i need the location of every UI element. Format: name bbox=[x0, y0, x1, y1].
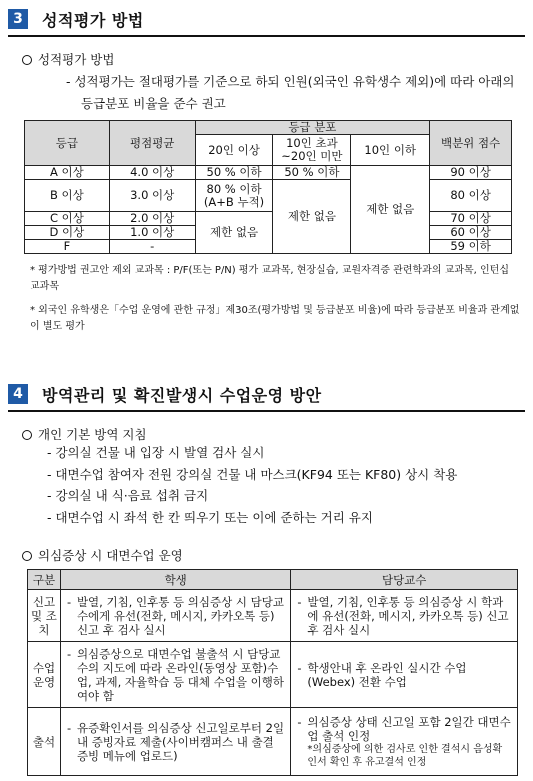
gpa-cell: 3.0 이상 bbox=[109, 180, 195, 212]
professor-note: *의심증상에 의한 검사로 인한 결석시 음성확인서 확인 후 유고결석 인정 bbox=[307, 743, 503, 768]
footnote-1: * 평가방법 권고안 제외 교과목 : P/F(또는 P/N) 평가 교과목, 현장실습, 교원자격증 관련학과의 교과목, 인턴십 교과목 bbox=[30, 265, 509, 292]
professor-cell: - 의심증상 상태 신고일 포함 2일간 대면수업 출석 인정 *의심증상에 의한 검사로 인한 결석시 음성확인서 확인 후 유고결석 인정 bbox=[291, 708, 518, 776]
gpa-cell: 4.0 이상 bbox=[109, 166, 195, 180]
section4-bullet1: 개인 기본 방역 지침 bbox=[22, 426, 147, 443]
header-student: 학생 bbox=[60, 570, 290, 590]
header-gpa: 평점평균 bbox=[109, 121, 195, 166]
student-cell: - 발열, 기침, 인후통 등 의심증상 시 담당교수에게 유선(전화, 메시지, 카카오톡 등)신고 후 검사 실시 bbox=[60, 590, 290, 642]
grade-distribution-table bbox=[24, 120, 512, 254]
list-item: - 강의실 건물 내 입장 시 발열 검사 실시 bbox=[47, 445, 265, 460]
footnote-2: * 외국인 유학생은「수업 운영에 관한 규정」제30조(평가방법 및 등급분포 비율)에 따라 등급분포 비율과 관계없이 별도 평가 bbox=[30, 305, 520, 332]
section4-title: 방역관리 및 확진발생시 수업운영 방안 bbox=[42, 385, 322, 405]
pct-cell: 59 이하 bbox=[430, 240, 512, 254]
header-10-to-20: 10인 초과 ~20인 미만 bbox=[273, 135, 351, 166]
professor-cell: - 학생안내 후 온라인 실시간 수업(Webex) 전환 수업 bbox=[291, 642, 518, 708]
section4-bullet2: 의심증상 시 대면수업 운영 bbox=[22, 547, 183, 564]
gpa-cell: - bbox=[109, 240, 195, 254]
header-10-down: 10인 이하 bbox=[351, 135, 430, 166]
section4-header bbox=[8, 381, 322, 407]
section3-divider bbox=[8, 35, 525, 37]
header-percentile: 백분위 점수 bbox=[430, 121, 512, 166]
grade-cell: A 이상 bbox=[25, 166, 110, 180]
header-professor: 담당교수 bbox=[291, 570, 518, 590]
header-20-up: 20인 이상 bbox=[195, 135, 273, 166]
list-item: - 대면수업 참여자 전원 강의실 건물 내 마스크(KF94 또는 KF80) 상시 착용 bbox=[47, 467, 458, 482]
header-grade: 등급 bbox=[25, 121, 110, 166]
table-row bbox=[25, 180, 512, 212]
dist20-cell: 80 % 이하 (A+B 누적) bbox=[195, 180, 273, 212]
gpa-cell: 2.0 이상 bbox=[109, 212, 195, 226]
dist10-cell: 50 % 이하 bbox=[273, 166, 351, 180]
list-item: - 대면수업 시 좌석 한 칸 띄우기 또는 이에 준하는 거리 유지 bbox=[47, 510, 373, 525]
row-label: 출석 bbox=[28, 708, 61, 776]
circle-bullet-icon bbox=[22, 55, 32, 65]
grade-cell: C 이상 bbox=[25, 212, 110, 226]
row-label: 수업 운영 bbox=[28, 642, 61, 708]
pct-cell: 80 이상 bbox=[430, 180, 512, 212]
section3-header bbox=[8, 6, 144, 32]
grade-cell: B 이상 bbox=[25, 180, 110, 212]
header-distribution: 등급 분포 bbox=[195, 121, 430, 135]
table-row bbox=[25, 166, 512, 180]
header-type: 구분 bbox=[28, 570, 61, 590]
gpa-cell: 1.0 이상 bbox=[109, 226, 195, 240]
table-row bbox=[25, 212, 512, 226]
table-row bbox=[28, 642, 518, 708]
grade-cell: F bbox=[25, 240, 110, 254]
pct-cell: 70 이상 bbox=[430, 212, 512, 226]
no-limit-cell: 제한 없음 bbox=[351, 166, 430, 254]
row-label: 신고 및 조치 bbox=[28, 590, 61, 642]
section3-desc-line2: 등급분포 비율을 준수 권고 bbox=[81, 96, 226, 111]
grade-cell: D 이상 bbox=[25, 226, 110, 240]
circle-bullet-icon bbox=[22, 551, 32, 561]
section3-bullet: 성적평가 방법 bbox=[22, 51, 114, 68]
section3-desc-line1: - 성적평가는 절대평가를 기준으로 하되 인원(외국인 유학생수 제외)에 따라 아래의 bbox=[66, 74, 515, 89]
no-limit-cell: 제한 없음 bbox=[195, 212, 273, 254]
section4-number: 4 bbox=[8, 384, 28, 404]
circle-bullet-icon bbox=[22, 430, 32, 440]
section3-title: 성적평가 방법 bbox=[42, 10, 144, 30]
student-cell: - 유증확인서를 의심증상 신고일로부터 2일 내 증빙자료 제출(사이버캠퍼스 내 출결증빙 메뉴에 업로드) bbox=[60, 708, 290, 776]
symptom-response-table bbox=[27, 569, 518, 776]
no-limit-cell: 제한 없음 bbox=[273, 180, 351, 254]
table-row bbox=[28, 590, 518, 642]
professor-cell: - 발열, 기침, 인후통 등 의심증상 시 학과에 유선(전화, 메시지, 카카오톡 등) 신고 후 검사 실시 bbox=[291, 590, 518, 642]
table-row bbox=[28, 708, 518, 776]
section4-divider bbox=[8, 410, 525, 412]
student-cell: - 의심증상으로 대면수업 불출석 시 담당교수의 지도에 따라 온라인(동영상 포함)수업, 과제, 자율학습 등 대체 수업을 이행하여야 함 bbox=[60, 642, 290, 708]
list-item: - 강의실 내 식·음료 섭취 금지 bbox=[47, 488, 209, 503]
section3-number: 3 bbox=[8, 9, 28, 29]
pct-cell: 90 이상 bbox=[430, 166, 512, 180]
pct-cell: 60 이상 bbox=[430, 226, 512, 240]
dist20-cell: 50 % 이하 bbox=[195, 166, 273, 180]
